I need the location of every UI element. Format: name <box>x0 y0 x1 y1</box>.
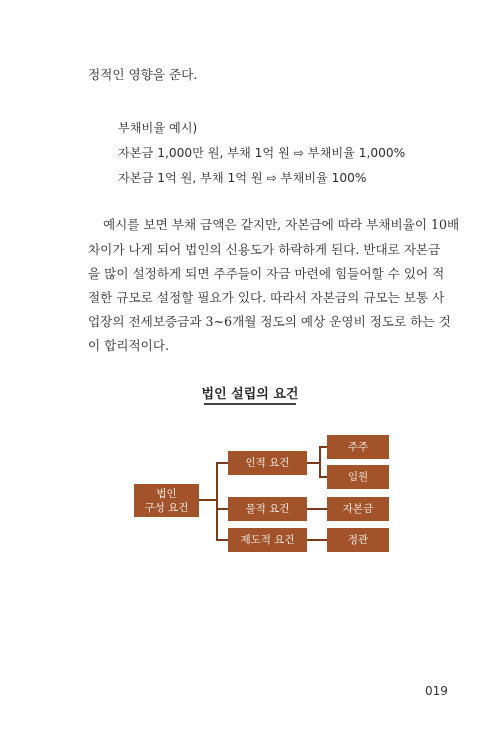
connector-line <box>307 539 327 541</box>
branch-node: 인적 요건 <box>228 451 307 475</box>
paragraph-line: 업장의 전세보증금과 3~6개월 정도의 예상 운영비 정도로 하는 것 <box>88 314 451 329</box>
paragraph-line: 을 많이 설정하게 되면 주주들이 자금 마련에 힘들어할 수 있어 적 <box>88 266 445 281</box>
diagram-title: 법인 설립의 요건 <box>201 387 299 402</box>
diagram-title-underline <box>204 403 296 405</box>
branch-node: 제도적 요건 <box>228 528 307 552</box>
branch-node: 물적 요건 <box>228 497 307 521</box>
connector-line <box>319 446 321 478</box>
connector-line <box>216 508 228 510</box>
connector-line <box>216 539 228 541</box>
page-number: 019 <box>425 684 448 698</box>
leaf-node: 임원 <box>327 465 389 489</box>
example-line-2: 자본금 1억 원, 부채 1억 원 ⇨ 부채비율 100% <box>118 171 367 185</box>
connector-line <box>216 462 228 464</box>
connector-line <box>319 476 327 478</box>
paragraph-line: 예시를 보면 부채 금액은 같지만, 자본금에 따라 부채비율이 10배 <box>103 217 460 232</box>
leaf-node: 자본금 <box>327 497 389 521</box>
paragraph-line: 차이가 나게 되어 법인의 신용도가 하락하게 된다. 반대로 자본금 <box>88 242 441 257</box>
paragraph-line: 절한 규모로 설정할 필요가 있다. 따라서 자본금의 규모는 보통 사 <box>88 290 445 305</box>
root-node: 법인 구성 요건 <box>134 484 199 517</box>
connector-line <box>216 462 218 541</box>
example-line-1: 자본금 1,000만 원, 부채 1억 원 ⇨ 부채비율 1,000% <box>118 146 406 160</box>
connector-line <box>199 499 217 501</box>
connector-line <box>307 508 327 510</box>
leaf-node: 정관 <box>327 528 389 552</box>
leaf-node: 주주 <box>327 435 389 459</box>
connector-line <box>319 446 327 448</box>
intro-line: 정적인 영향을 준다. <box>88 67 198 82</box>
paragraph-line: 이 합리적이다. <box>88 338 169 353</box>
example-label: 부채비율 예시) <box>118 121 198 135</box>
